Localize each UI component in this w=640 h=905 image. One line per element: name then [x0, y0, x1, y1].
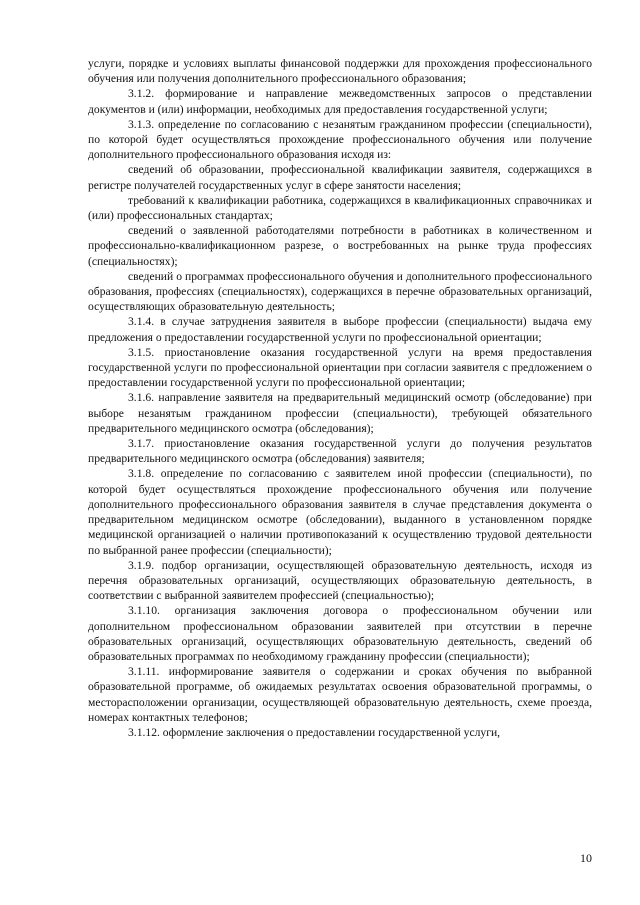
document-body — [88, 56, 592, 740]
paragraph-3: 3.1.3. определение по согласованию с незанятым гражданином профессии (специальности), по которой будет осуществляться прохождение профессионального обучения или получение дополнительного профессионального образования исходя из: — [88, 117, 592, 162]
paragraph-10: 3.1.6. направление заявителя на предварительный медицинский осмотр (обследование) при выборе незанятым гражданином профессии (специальности), требующей обязательного предварительного медицинского осмотра (обследования); — [88, 391, 592, 435]
paragraph-6: сведений о заявленной работодателями потребности в работниках в количественном и профессионально-квалификационном разрезе, о востребованных на рынке труда профессиях (специальностях); — [88, 224, 592, 268]
paragraph-7: сведений о программах профессионального обучения и дополнительного профессионального образования, профессиях (специальностях), содержащихся в перечне образовательных организаций, осуществляющих образовательную деятельность; — [88, 269, 592, 314]
paragraph-15: 3.1.11. информирование заявителя о содержании и сроках обучения по выбранной образовательной программе, об ожидаемых результатах освоения образовательной программы, о месторасположении организации, осуществляющей образовательную деятельность, схеме проезда, номерах контактных телефонов; — [88, 665, 592, 724]
paragraph-9: 3.1.5. приостановление оказания государственной услуги на время предоставления государственной услуги по профессиональной ориентации при согласии заявителя с предложением о предоставлении государственной услуги по профессиональной ориентации; — [88, 345, 592, 390]
paragraph-13: 3.1.9. подбор организации, осуществляющей образовательную деятельность, исходя из перечня образовательных организаций, осуществляющих образовательную деятельность, в соответствии с выбранной заявителем профессией (специальностью); — [88, 558, 592, 603]
paragraph-5: требований к квалификации работника, содержащихся в квалификационных справочниках и (или) профессиональных стандартах; — [88, 193, 592, 223]
page-number: 10 — [580, 851, 592, 865]
paragraph-16: 3.1.12. оформление заключения о предоставлении государственной услуги, — [128, 725, 501, 739]
paragraph-4: сведений об образовании, профессиональной квалификации заявителя, содержащихся в регистре получателей государственных услуг в сфере занятости населения; — [88, 163, 592, 192]
paragraph-2: 3.1.2. формирование и направление межведомственных запросов о представлении документов и (или) информации, необходимых для предоставления государственной услуги; — [88, 87, 592, 116]
paragraph-1: услуги, порядке и условиях выплаты финансовой поддержки для прохождения профессионального обучения или получения дополнительного профессионального образования; — [88, 57, 592, 86]
paragraph-11: 3.1.7. приостановление оказания государственной услуги до получения результатов предварительного медицинского осмотра (обследования) заявителя; — [88, 437, 592, 466]
paragraph-8: 3.1.4. в случае затруднения заявителя в выборе профессии (специальности) выдача ему предложения о предоставлении государственной услуги по профессиональной ориентации; — [88, 315, 592, 344]
paragraph-14: 3.1.10. организация заключения договора о профессиональном обучении или дополнительном профессиональном образовании заявителей при отсутствии в перечне образовательных организаций, осуществляющих образовательную деятельность, сведений об образовательных программах по необходимому гражданину профессии (специальности); — [88, 604, 592, 663]
paragraph-12: 3.1.8. определение по согласованию с заявителем иной профессии (специальности), по которой будет осуществляться прохождение профессионального обучения или получение дополнительного профессионального образования заявителя в случае представления документа о предварительном медицинском осмотре (обследовании), выданного в установленном порядке медицинской организацией о наличии противопоказаний к осуществлению трудовой деятельности по выбранной ранее профессии (специальности); — [88, 467, 592, 557]
